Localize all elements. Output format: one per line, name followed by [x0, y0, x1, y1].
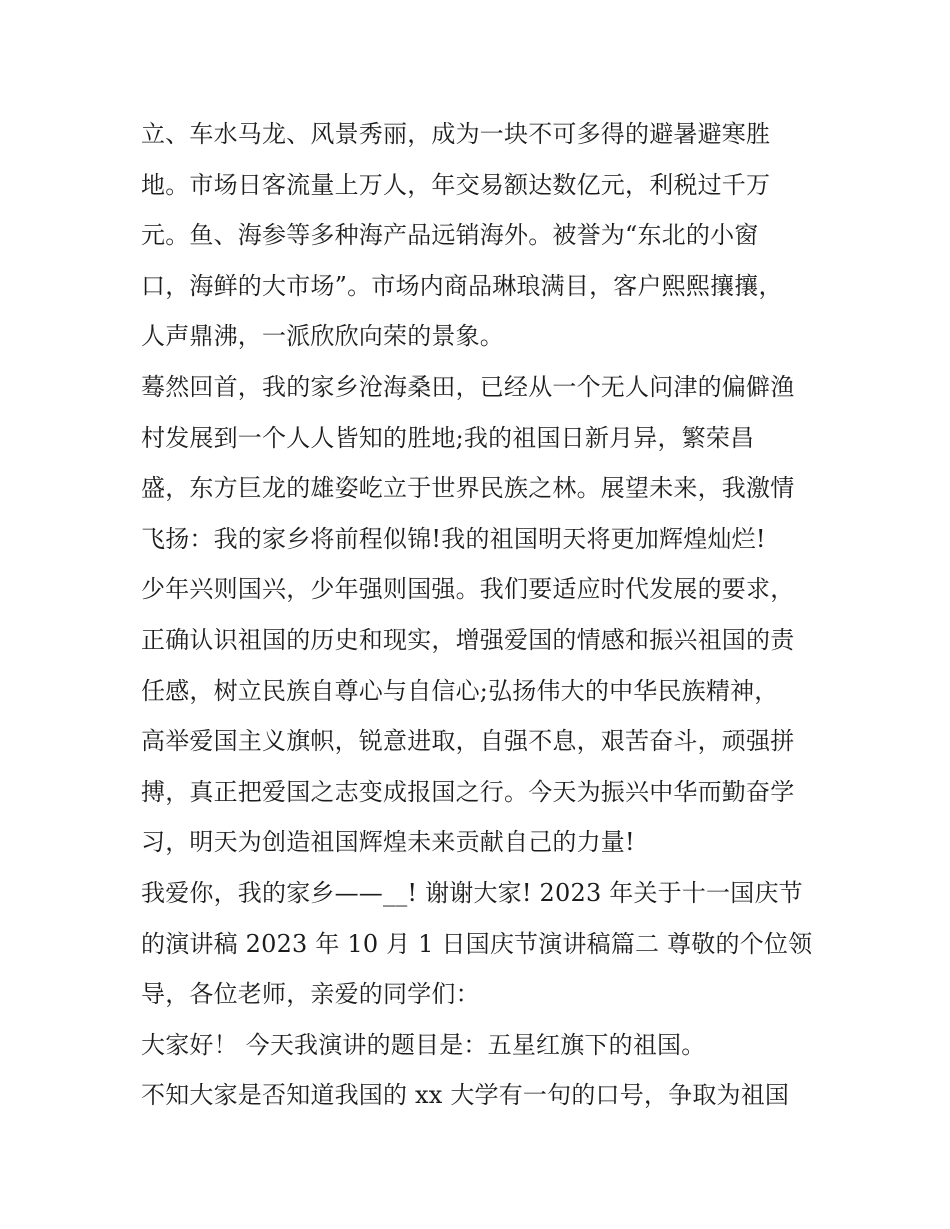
text-line: 人声鼎沸，一派欣欣向荣的景象。	[141, 322, 504, 351]
text-line: 飞扬：我的家乡将前程似锦!我的祖国明天将更加辉煌灿烂!	[141, 524, 766, 553]
text-line: 立、车水马龙、风景秀丽，成为一块不可多得的避暑避寒胜	[141, 120, 771, 148]
text-line: 我爱你，我的家乡——__! 谢谢大家! 2023 年关于十一国庆节	[141, 878, 803, 907]
text-line: 少年兴则国兴，少年强则国强。我们要适应时代发展的要求，	[141, 575, 795, 604]
body-text	[141, 109, 821, 1121]
text-line: 元。鱼、海参等多种海产品远销海外。被誉为“东北的小窗	[141, 221, 759, 250]
text-line: 口，海鲜的大市场”。市场内商品琳琅满目，客户熙熙攘攘，	[141, 271, 783, 300]
text-line: 村发展到一个人人皆知的胜地;我的祖国日新月异，繁荣昌	[141, 423, 755, 452]
text-line: 不知大家是否知道我国的 xx 大学有一句的口号，争取为祖国	[141, 1081, 790, 1110]
text-line: 正确认识祖国的历史和现实，增强爱国的情感和振兴祖国的责	[141, 625, 795, 654]
text-line: 高举爱国主义旗帜，锐意进取，自强不息，艰苦奋斗，顽强拼	[141, 727, 795, 756]
text-line: 盛，东方巨龙的雄姿屹立于世界民族之林。展望未来，我激情	[141, 474, 795, 503]
text-line: 导，各位老师，亲爱的同学们：	[141, 980, 480, 1009]
text-line: 地。市场日客流量上万人，年交易额达数亿元，利税过千万	[141, 170, 771, 199]
text-line: 蓦然回首，我的家乡沧海桑田，已经从一个无人问津的偏僻渔	[141, 372, 795, 401]
text-line: 的演讲稿 2023 年 10 月 1 日国庆节演讲稿篇二 尊敬的个位领	[141, 929, 813, 958]
text-line: 任感，树立民族自尊心与自信心;弘扬伟大的中华民族精神，	[141, 676, 779, 705]
text-line: 习，明天为创造祖国辉煌未来贡献自己的力量!	[141, 828, 635, 857]
text-line: 搏，真正把爱国之志变成报国之行。今天为振兴中华而勤奋学	[141, 777, 795, 806]
text-line: 大家好！ 今天我演讲的题目是：五星红旗下的祖国。	[141, 1030, 706, 1059]
